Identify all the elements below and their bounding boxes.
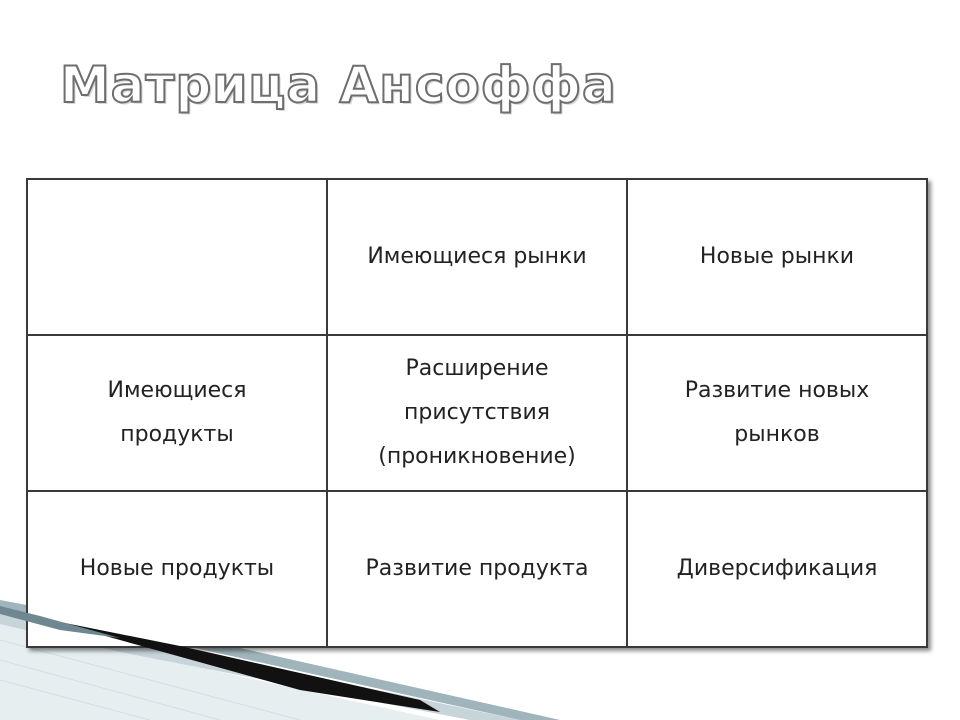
row-header-existing-products: Имеющиеся продукты [27, 335, 327, 491]
corner-cell [27, 179, 327, 335]
column-header-existing-markets: Имеющиеся рынки [327, 179, 627, 335]
cell-market-penetration: Расширение присутствия (проникновение) [327, 335, 627, 491]
ansoff-matrix-table [26, 178, 928, 648]
cell-diversification: Диверсификация [627, 491, 927, 647]
cell-product-development: Развитие продукта [327, 491, 627, 647]
row-header-new-products: Новые продукты [27, 491, 327, 647]
table-row [27, 335, 927, 491]
column-header-new-markets: Новые рынки [627, 179, 927, 335]
table-header-row [27, 179, 927, 335]
table-row [27, 491, 927, 647]
slide-title: Матрица Ансоффа [60, 56, 617, 114]
cell-market-development: Развитие новых рынков [627, 335, 927, 491]
